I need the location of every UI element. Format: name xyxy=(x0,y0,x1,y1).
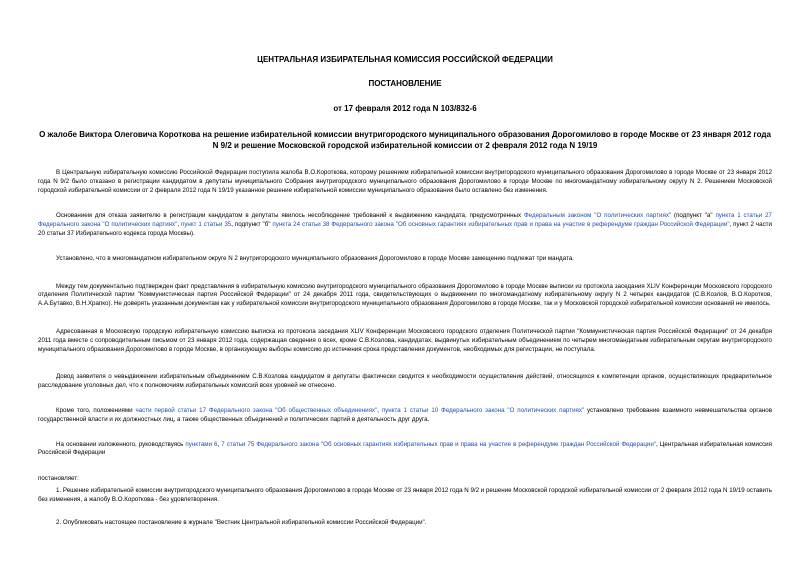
document-date-number: от 17 февраля 2012 года N 103/832-6 xyxy=(333,104,477,113)
text: , xyxy=(377,406,382,414)
text: На основании изложенного, руководствуясь xyxy=(56,440,186,448)
text: , xyxy=(217,440,222,448)
text: , пункт 2 части 20 статьи 37 Избирательного кодекса города Москвы). xyxy=(38,221,772,237)
text: , Центральная избирательная комиссия Российской Федерации xyxy=(38,440,772,457)
text: , подпункт "б" xyxy=(231,221,273,229)
law-link-article-38[interactable]: пункта 24 статьи 38 Федерального закона "Об основных гарантиях избирательных прав и права на участие в референдуме граждан Российской Федерации" xyxy=(272,221,730,229)
law-link-public-associations[interactable]: части первой статьи 17 Федерального закона "Об общественных объединениях" xyxy=(135,406,378,414)
document-subject: О жалобе Виктора Олеговича Короткова на решение избирательной комиссии внутригородского муниципального образования Дорогомилово в городе Москве от 23 января 2012 года N 9/2 и решение Московской городской избирательной комиссии от 2 февраля 2012 года N 19/19 xyxy=(39,130,771,150)
resolution-item-2: 2. Опубликовать настоящее постановление в журнале "Вестник Центральной избирательной комиссии Российской Федерации". xyxy=(56,518,427,526)
text: (подпункт "а" xyxy=(671,212,716,220)
paragraph-argument: Довод заявителя о невыдвижении избирательным объединением С.В.Козлова кандидатом в депутаты фактически сводится к необходимости осуществления действий, относящихся к компетенции органов, осуществляющих предварительное расследование уголовных дел, что к полномочиям избирательных комиссий всех уровней не отнесено. xyxy=(38,373,772,390)
paragraph-complaint: В Центральную избирательную комиссию Российской Федерации поступила жалоба В.О.Короткова, которому решением избирательной комиссии внутригородского муниципального образования Дорогомилово в городе Москве от 23 января 2012 года N 9/2 было отказано в регистрации кандидатом в депутаты муниципального Собрания внутригородского муниципального образования Дорогомилово в городе Москве по многомандатному избирательному округу N 2. Решением Московской городской избирательной комиссии от 2 февраля 2012 года N 19/19 указанное решение избирательной комиссии муниципального образования было оставлено без изменения. xyxy=(38,169,772,194)
document-type: ПОСТАНОВЛЕНИЕ xyxy=(368,79,442,88)
law-link-article-75-p6[interactable]: пунктами 6 xyxy=(185,440,218,448)
paragraph-non-interference xyxy=(38,407,772,425)
law-link-article-75-p7[interactable]: 7 статьи 75 Федерального закона "Об основных гарантиях избирательных прав и права на участие в референдуме граждан Российской Федерации" xyxy=(221,440,657,448)
paragraph-evidence: Между тем документально подтвержден факт представления в избирательную комиссию внутригородского муниципального образования Дорогомилово в городе Москве выписки из протокола заседания XLIV Конференции Московского городского отделения Политической партии "Коммунистическая партия Российской Федерации" от 24 декабря 2011 года, свидетельствующих о выдвижении по многомандатному избирательному округу N 2 четырех кандидатов (С.В.Козлов, В.О.Коротков, А.А.Бутавко, В.Н.Храпко). Не доверять указанным документам как у избирательной комиссии внутригородского муниципального образования Дорогомилово в городе Москве, так и у Московской городской избирательной комиссии оснований не имелось. xyxy=(38,282,772,308)
paragraph-extract: Адресованная в Московскую городскую избирательную комиссию выписка из протокола заседания XLIV Конференции Московского городского отделения Политической партии "Коммунистическая партия Российской Федерации" от 24 декабря 2011 года вместе с сопроводительным письмом от 23 января 2012 года, содержащая сведения о всех, кроме С.В.Козлова, кандидатах, выдвинутых избирательным объединением по четырем многомандатным избирательным округам внутригородского муниципального образования Дорогомилово в городе Москве, в организующую выборы комиссию до истечения срока представления документов, необходимых для регистрации, не поступала. xyxy=(38,327,772,353)
law-link-article-35[interactable]: пункт 1 статьи 35 xyxy=(180,221,232,229)
resolution-item-1: 1. Решение избирательной комиссии внутригородского муниципального образования Дорогомилово в городе Москве от 23 января 2012 года N 9/2 и решение Московской городской избирательной комиссии от 2 февраля 2012 года N 19/19 оставить без изменения, а жалобу В.О.Короткова - без удовлетворения. xyxy=(38,486,772,503)
text: Кроме того, положениями xyxy=(56,406,136,414)
text: установлено требование взаимного невмешательства органов государственной власти и их должностных лиц, а также общественных объединений и политических партий в деятельность друг друга. xyxy=(38,406,772,423)
law-link-article-27[interactable]: пункта 1 статьи 27 Федерального закона "О политических партиях" xyxy=(38,212,772,229)
paragraph-grounds xyxy=(38,212,772,238)
paragraph-mandates: Установлено, что в многомандатном избирательном округе N 2 внутригородского муниципального образования Дорогомилово в городе Москве замещению подлежат три мандата. xyxy=(56,254,574,262)
commission-name: ЦЕНТРАЛЬНАЯ ИЗБИРАТЕЛЬНАЯ КОМИССИЯ РОССИЙСКОЙ ФЕДЕРАЦИИ xyxy=(257,55,553,64)
text: Основанием для отказа заявителю в регистрации кандидатом в депутаты явилось несоблюдение требований к выдвижению кандидата, предусмотренных xyxy=(56,212,524,220)
law-link-political-parties[interactable]: Федеральным законом "О политических партиях" xyxy=(523,212,672,220)
resolves-label: постановляет: xyxy=(38,475,79,483)
paragraph-basis xyxy=(38,441,772,459)
document-page xyxy=(38,0,772,527)
text: , xyxy=(177,221,181,229)
law-link-article-10[interactable]: пункта 1 статьи 10 Федерального закона "О политических партиях" xyxy=(381,406,585,414)
